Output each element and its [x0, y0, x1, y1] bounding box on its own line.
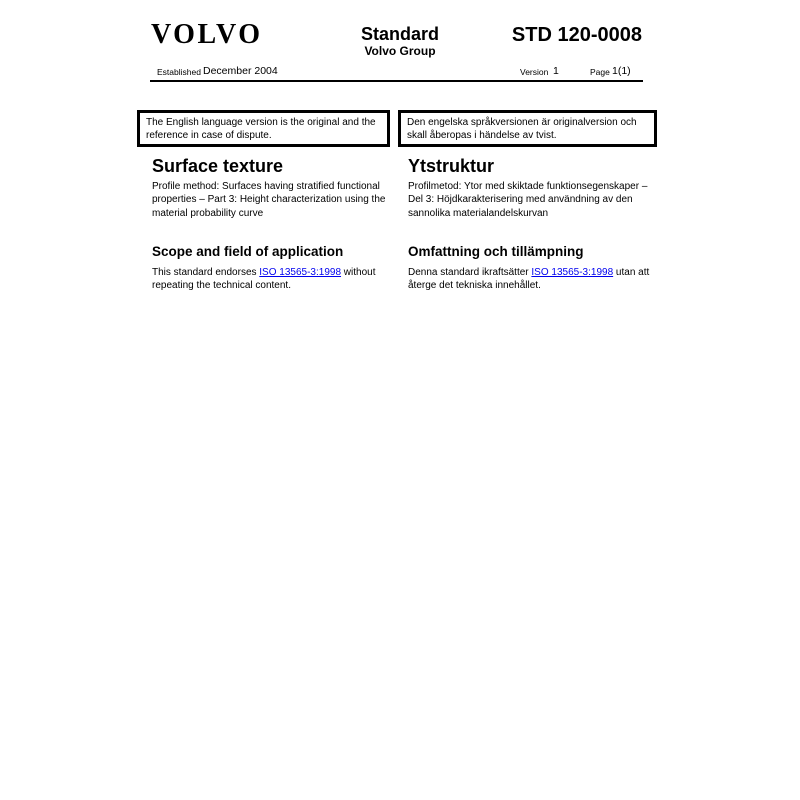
scope-text-before-swedish: Denna standard ikraftsätter: [408, 266, 532, 278]
iso-standard-link-english[interactable]: ISO 13565-3:1998: [259, 266, 342, 278]
scope-paragraph-english: [152, 266, 400, 293]
title-swedish: Ytstruktur: [408, 156, 495, 176]
version-label: Version: [520, 67, 549, 77]
scope-text-after-english: without repeating the technical content.: [152, 266, 376, 292]
document-type-title: Standard: [360, 24, 439, 44]
standard-number: STD 120-0008: [511, 24, 642, 46]
iso-standard-link-swedish[interactable]: ISO 13565-3:1998: [531, 266, 614, 278]
volvo-logo: VOLVO: [151, 19, 263, 50]
header-divider: [150, 80, 643, 82]
language-notice-swedish: Den engelska språkversionen är originalversion och skall åberopas i händelse av tvist.: [398, 110, 657, 147]
scope-heading-swedish: Omfattning och tillämpning: [408, 243, 584, 259]
subtitle-english: Profile method: Surfaces having stratified functional properties – Part 3: Height characterization using the material probability curve: [152, 181, 386, 219]
established-label: Established: [157, 67, 201, 77]
page-number: 1(1): [612, 65, 631, 77]
scope-paragraph-swedish: [408, 266, 660, 293]
column-english: [152, 156, 400, 292]
version-value: 1: [553, 65, 559, 77]
language-notice-english: The English language version is the original and the reference in case of dispute.: [137, 110, 390, 147]
scope-text-before-english: This standard endorses: [152, 266, 260, 278]
page-label: Page: [590, 67, 610, 77]
title-english: Surface texture: [152, 156, 284, 176]
scope-heading-english: Scope and field of application: [152, 243, 344, 259]
subtitle-swedish: Profilmetod: Ytor med skiktade funktionsegenskaper – Del 3: Höjdkarakterisering med användning av den sannolika materialandelskurvan: [408, 181, 648, 219]
established-date: December 2004: [203, 65, 278, 77]
organization-name: Volvo Group: [364, 44, 436, 58]
scope-text-after-swedish: utan att återge det tekniska innehållet.: [408, 266, 650, 292]
column-swedish: [408, 156, 660, 292]
